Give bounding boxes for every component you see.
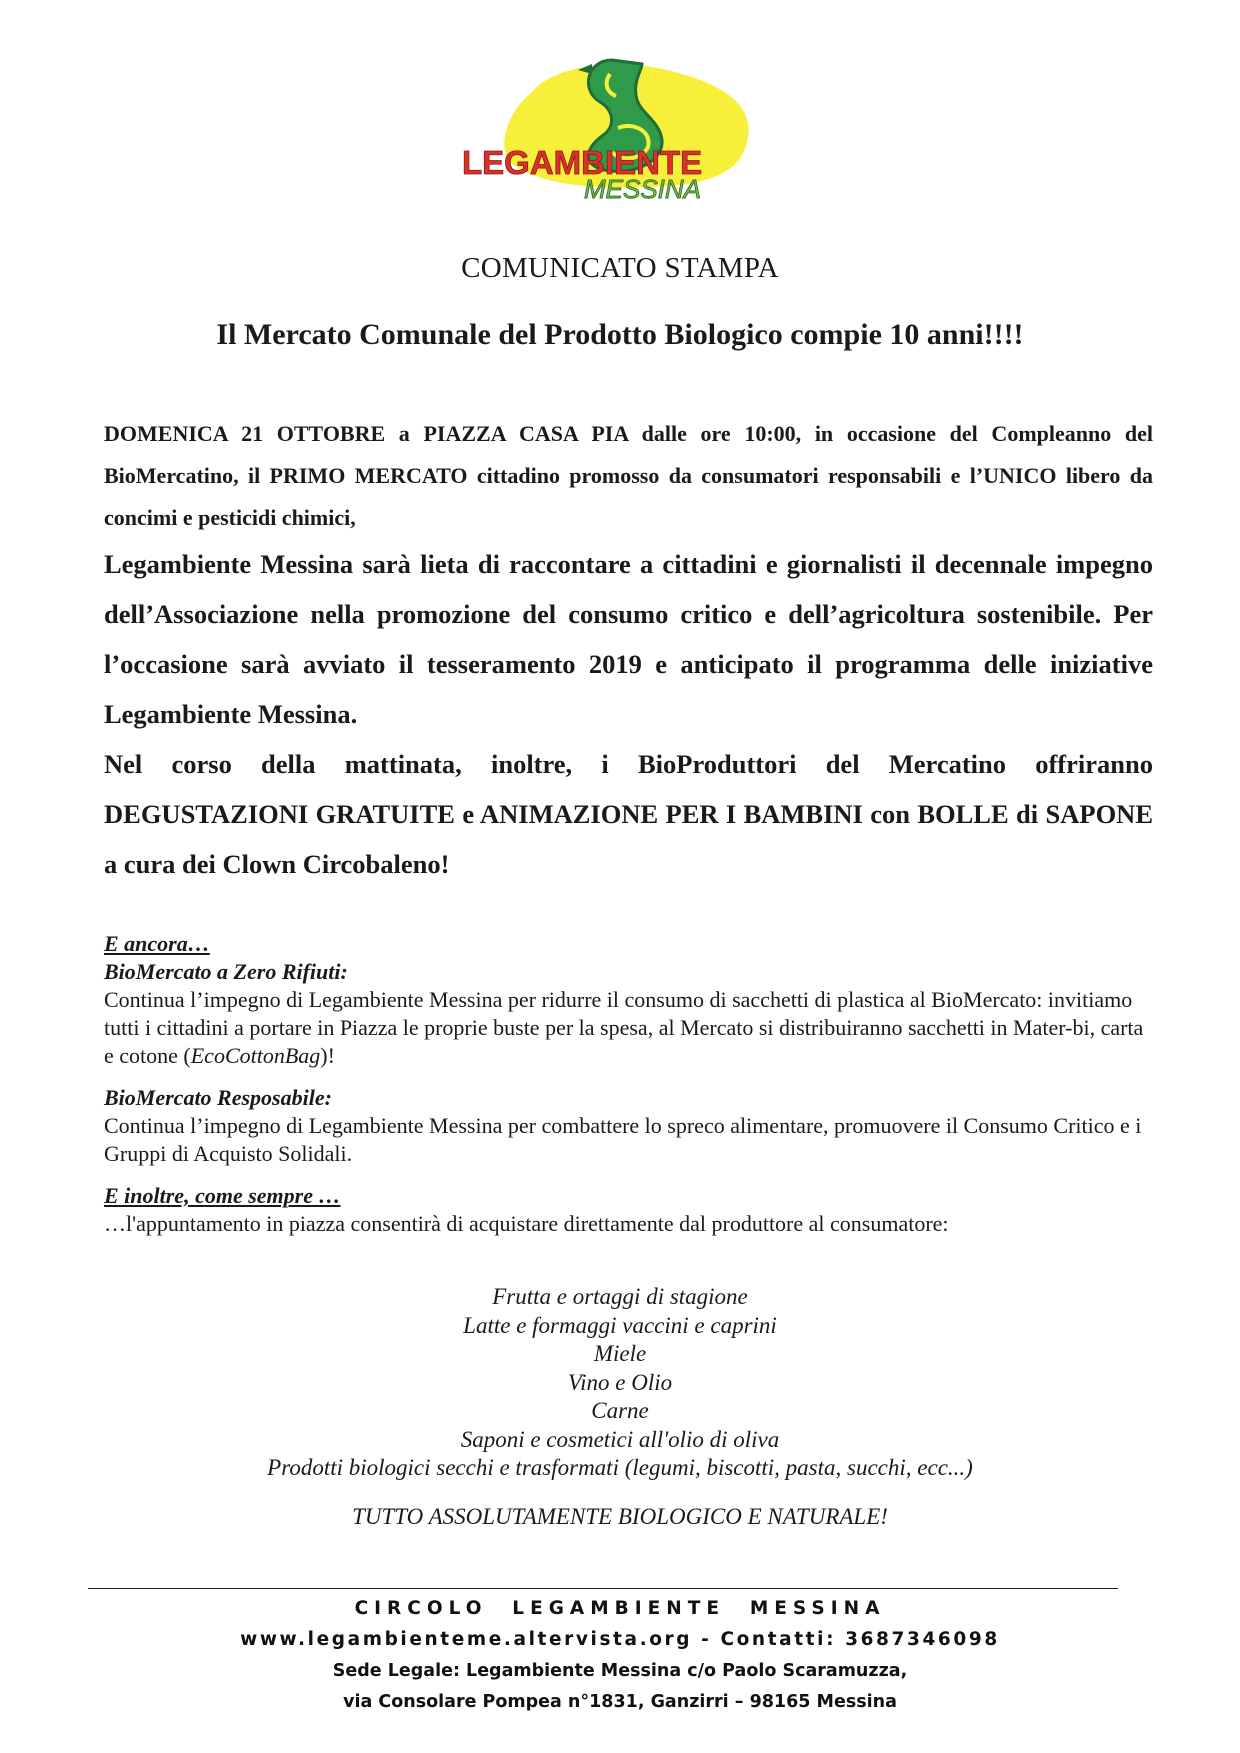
intro-paragraph-2: Legambiente Messina sarà lieta di raccontare a cittadini e giornalisti il decennale impegno dell’Associazione nella promozione del consumo critico e dell’agricoltura sostenibile. Per l’occasione sarà avviato il tesseramento 2019 e anticipato il programma delle iniziative Legambiente Messina.: [104, 549, 1153, 729]
details-sections: [104, 930, 1153, 1252]
intro-text: [104, 413, 1153, 889]
section-text-responsabile: Continua l’impegno di Legambiente Messina per combattere lo spreco alimentare, promuovere il Consumo Critico e i Gruppi di Acquisto Solidali.: [104, 1113, 1142, 1166]
footer-org-name: CIRCOLO LEGAMBIENTE MESSINA: [354, 1598, 886, 1619]
product-list: [0, 1283, 1240, 1483]
footer-web-contacts: www.legambienteme.altervista.org - Contatti: 3687346098: [240, 1629, 1000, 1650]
list-item: Carne: [591, 1398, 649, 1423]
footer: [0, 1594, 1240, 1718]
document-type: COMUNICATO STAMPA: [461, 252, 779, 284]
section-heading-responsabile: BioMercato Resposabile:: [104, 1085, 332, 1110]
logo-text-legambiente: LEGAMBIENTE: [462, 144, 703, 181]
list-item: Frutta e ortaggi di stagione: [492, 1284, 748, 1309]
list-item: Vino e Olio: [567, 1369, 673, 1395]
footer-address-line-1: Sede Legale: Legambiente Messina c/o Paolo Scaramuzza,: [332, 1661, 908, 1681]
list-item: Prodotti biologici secchi e trasformati (legumi, biscotti, pasta, succhi, ecc...): [267, 1455, 973, 1480]
section-heading-inoltre: E inoltre, come sempre …: [104, 1183, 341, 1208]
legambiente-logo: [462, 52, 772, 212]
intro-paragraph-3: Nel corso della mattinata, inoltre, i BioProduttori del Mercatino offriranno DEGUSTAZIONI GRATUITE e ANIMAZIONE PER I BAMBINI con BOLLE di SAPONE a cura dei Clown Circobaleno!: [104, 749, 1153, 879]
section-heading-e-ancora: E ancora…: [104, 931, 210, 956]
tagline: TUTTO ASSOLUTAMENTE BIOLOGICO E NATURALE!: [352, 1504, 888, 1529]
section-heading-zero-rifiuti: BioMercato a Zero Rifiuti:: [104, 959, 348, 984]
intro-paragraph-1: DOMENICA 21 OTTOBRE a PIAZZA CASA PIA dalle ore 10:00, in occasione del Compleanno del BioMercatino, il PRIMO MERCATO cittadino promosso da consumatori responsabili e l’UNICO libero da concimi e pesticidi chimici,: [104, 421, 1153, 530]
list-item: Miele: [593, 1341, 647, 1366]
footer-divider: [88, 1588, 1118, 1589]
swan-icon: [462, 52, 772, 212]
list-item: Saponi e cosmetici all'olio di oliva: [460, 1426, 780, 1452]
page-title: Il Mercato Comunale del Prodotto Biologico compie 10 anni!!!!: [216, 318, 1024, 351]
logo-text-messina: MESSINA: [584, 174, 702, 204]
section-text-zero-rifiuti: Continua l’impegno di Legambiente Messina per ridurre il consumo di sacchetti di plastica al BioMercato: invitiamo tutti i cittadini a portare in Piazza le proprie buste per la spesa, al Mercato si distribuiranno sacchetti in Mater-bi, carta e cotone (EcoCottonBag)!: [104, 987, 1144, 1068]
list-item: Latte e formaggi vaccini e caprini: [463, 1312, 777, 1338]
footer-address-line-2: via Consolare Pompea n°1831, Ganzirri – 98165 Messina: [343, 1692, 897, 1712]
section-text-inoltre: …l'appuntamento in piazza consentirà di acquistare direttamente dal produttore al consumatore:: [104, 1211, 949, 1236]
